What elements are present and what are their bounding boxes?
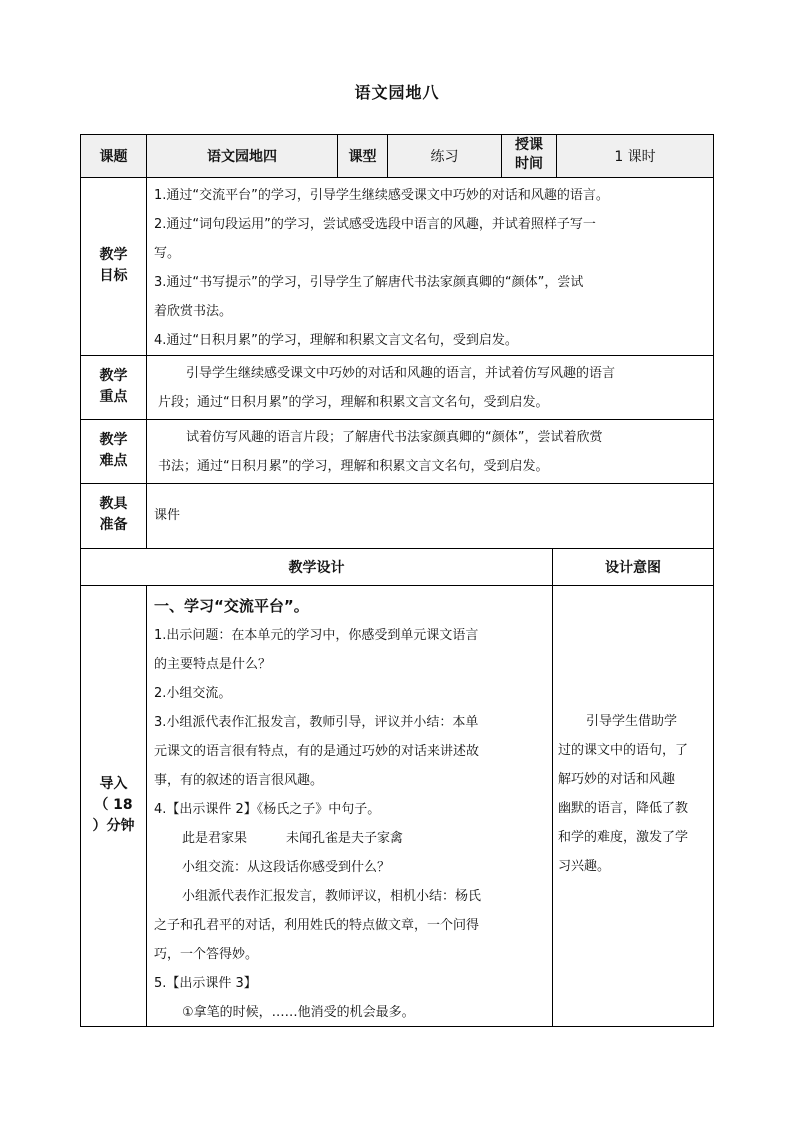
- page-title: 语文园地八: [354, 83, 440, 102]
- objectives-label: [81, 245, 146, 287]
- time-label-line1: 授课: [515, 137, 543, 153]
- materials-label-line1: 教具: [99, 496, 128, 512]
- intro-line: 小组派代表作汇报发言，教师评议，相机小结：杨氏: [182, 889, 482, 904]
- time-value: 1 课时: [614, 149, 656, 165]
- row-divider: [80, 419, 714, 420]
- key-points-text: [158, 359, 714, 417]
- time-label: [502, 136, 556, 174]
- intent-line: 幽默的语言，降低了教: [558, 801, 689, 816]
- col-divider: [552, 548, 553, 1027]
- type-label: 课型: [348, 149, 377, 165]
- objective-line: 1.通过“交流平台”的学习，引导学生继续感受课文中巧妙的对话和风趣的语言。: [154, 188, 609, 203]
- intro-label-line3: ）分钟: [92, 818, 135, 834]
- materials-label: [81, 494, 146, 536]
- topic-value: 语文园地四: [207, 149, 277, 165]
- objective-line: 2.通过“词句段运用”的学习，尝试感受选段中语言的风趣，并试着照样子写一: [154, 217, 596, 232]
- intro-line: 元课文的语言很有特点，有的是通过巧妙的对话来讲述故: [154, 744, 480, 759]
- difficulty-line: 书法；通过“日积月累”的学习，理解和积累文言文名句，受到启发。: [158, 459, 549, 474]
- intro-line: 巧，一个答得妙。: [154, 947, 259, 962]
- objective-line: 3.通过“书写提示”的学习，引导学生了解唐代书法家颜真卿的“颜体”，尝试: [154, 275, 584, 290]
- intro-label: [81, 774, 146, 837]
- design-header: 教学设计: [288, 560, 345, 576]
- col-divider: [146, 585, 147, 1027]
- key-points-label: [81, 366, 146, 408]
- intent-header: 设计意图: [605, 560, 661, 576]
- key-points-label-line1: 教学: [99, 368, 128, 384]
- objectives-label-line2: 目标: [99, 268, 128, 284]
- intro-line: 此是君家果 未闻孔雀是夫子家禽: [182, 831, 404, 846]
- difficulties-label-line1: 教学: [99, 432, 128, 448]
- difficulties-label: [81, 430, 146, 472]
- objective-line: 着欣赏书法。: [154, 304, 233, 319]
- intro-label-line2: （ 18: [94, 797, 133, 813]
- intro-label-line1: 导入: [99, 776, 128, 792]
- objective-line: 写。: [154, 246, 181, 261]
- intro-line: 事，有的叙述的语言很风趣。: [154, 773, 324, 788]
- row-divider: [80, 585, 714, 586]
- topic-label: 课题: [99, 149, 128, 165]
- difficulty-line: 试着仿写风趣的语言片段；了解唐代书法家颜真卿的“颜体”，尝试着欣赏: [186, 430, 603, 445]
- intro-line: 2.小组交流。: [154, 686, 232, 701]
- objectives-label-line1: 教学: [99, 247, 128, 263]
- intro-line: 3.小组派代表作汇报发言，教师引导，评议并小结：本单: [154, 715, 479, 730]
- time-label-line2: 时间: [515, 156, 543, 172]
- difficulties-label-line2: 难点: [99, 453, 128, 469]
- difficulties-text: [158, 423, 714, 481]
- materials-value: 课件: [154, 508, 181, 523]
- col-divider: [146, 134, 147, 548]
- intro-line: 小组交流：从这段话你感受到什么？: [182, 860, 391, 875]
- row-divider: [80, 355, 714, 356]
- intro-line: 4.【出示课件 2】《杨氏之子》中句子。: [154, 802, 381, 817]
- objectives-text: [154, 181, 714, 355]
- intent-line: 和学的难度，激发了学: [558, 830, 689, 845]
- objective-line: 4.通过“日积月累”的学习，理解和积累文言文名句，受到启发。: [154, 333, 518, 348]
- intro-line: 1.出示问题：在本单元的学习中，你感受到单元课文语言: [154, 628, 479, 643]
- type-value: 练习: [430, 149, 459, 165]
- intent-line: 过的课文中的语句，了: [558, 743, 689, 758]
- intent-line: 解巧妙的对话和风趣: [558, 772, 676, 787]
- intent-line: 习兴趣。: [558, 859, 611, 874]
- intro-line: ①拿笔的时候，……他消受的机会最多。: [182, 1005, 415, 1020]
- intent-line: 引导学生借助学: [586, 714, 678, 729]
- section-title: 一、学习“交流平台”。: [154, 597, 309, 615]
- intro-line: 5.【出示课件 3】: [154, 976, 257, 991]
- intro-line: 的主要特点是什么？: [154, 657, 272, 672]
- intro-line: 之子和孔君平的对话，利用姓氏的特点做文章，一个问得: [154, 918, 480, 933]
- intent-content: [558, 707, 714, 881]
- intro-content: [154, 592, 550, 1027]
- key-point-line: 引导学生继续感受课文中巧妙的对话和风趣的语言，并试着仿写风趣的语言: [186, 366, 616, 381]
- row-divider: [80, 483, 714, 484]
- materials-label-line2: 准备: [99, 517, 128, 533]
- row-divider: [80, 177, 714, 178]
- key-point-line: 片段；通过“日积月累”的学习，理解和积累文言文名句，受到启发。: [158, 395, 549, 410]
- key-points-label-line2: 重点: [99, 389, 128, 405]
